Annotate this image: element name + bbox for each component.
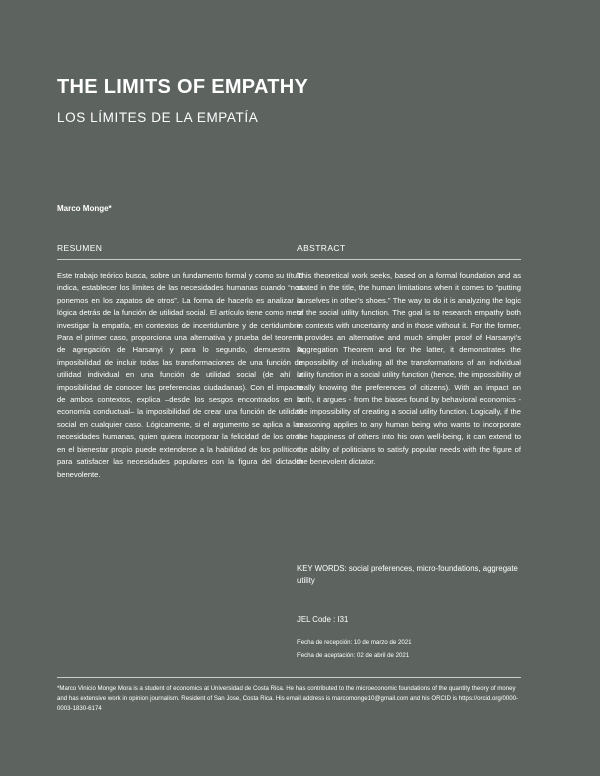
received-date: Fecha de recepción: 10 de marzo de 2021 xyxy=(297,639,412,646)
author-footnote: *Marco Vinicio Monge Mora is a student of economics at Universidad de Costa Rica. He has contributed to the microeconomic foundations of the quantity theory of money and has extensive work in opinion journalism. Resident of San Jose, Costa Rica. His email address is marcomonge10@gmail.com and his ORCID is https://orcid.org/0000-0003-1830-6174 xyxy=(57,685,519,713)
abstract-text: This theoretical work seeks, based on a formal foundation and as stated in the title, the human limitations when it comes to “putting ourselves in other’s shoes.” The way to do it is analyzing the logic of the social utility function. The goal is to research empathy both in contexts with uncertainty and in those without it. For the former, it provides an alternative and much simpler proof of Harsanyi’s Aggregation Theorem and for the latter, it demonstrates the impossibility of including all the transformations of an individual utility function in a social utility function (hence, the impossibility of really knowing the preferences of citizens). With an impact on both, it argues - from the biases found by behavioral economics - the impossibility of creating a social utility function. Logically, if the reasoning applies to any human being who wants to incorporate the happiness of others into his own well-being, it can extend to the ability of politicians to satisfy popular needs with the figure of the benevolent dictator. xyxy=(297,271,521,467)
dates-block xyxy=(297,637,412,662)
author-name: Marco Monge* xyxy=(57,204,112,213)
resumen-text: Este trabajo teórico busca, sobre un fundamento formal y como su título indica, establecer los límites de las necesidades humanas cuando “nos ponemos en los zapatos de otros”. La forma de hacerlo es analizar la lógica detrás de la función de utilidad social. El artículo tiene como meta investigar la empatía, en contextos de incertidumbre y de certidumbre. Para el primer caso, proporciona una alternativa y prueba del teorema de agregación de Harsanyi y para lo segundo, demuestra la imposibilidad de incluir todas las transformaciones de una función de utilidad individual en una función de utilidad social (de ahí la imposibilidad de conocer las preferencias ciudadanas). Con el impacto de ambos contextos, explica –desde los sesgos encontrados en la economía conductual– la imposibilidad de crear una función de utilidad social en cualquier caso. Lógicamente, si el argumento se aplica a las necesidades humanas, quien quiera incorporar la felicidad de los otros en el bienestar propio puede extenderse a la habilidad de los políticos, para satisfacer las necesidades populares con la figura del dictador benevolente. xyxy=(57,271,303,479)
abstract-heading: ABSTRACT xyxy=(297,243,346,253)
resumen-divider xyxy=(57,259,303,260)
resumen-heading: RESUMEN xyxy=(57,243,103,253)
resumen-section xyxy=(57,243,303,481)
jel-code: JEL Code : I31 xyxy=(297,615,349,624)
footnote-divider xyxy=(57,677,521,678)
article-title: THE LIMITS OF EMPATHY xyxy=(57,76,309,98)
abstract-section xyxy=(297,243,521,469)
keywords: KEY WORDS: social preferences, micro-foundations, aggregate utility xyxy=(297,564,518,585)
abstract-divider xyxy=(297,259,521,260)
accepted-date: Fecha de aceptación: 02 de abril de 2021 xyxy=(297,651,410,659)
article-subtitle: LOS LÍMITES DE LA EMPATÍA xyxy=(57,110,259,125)
